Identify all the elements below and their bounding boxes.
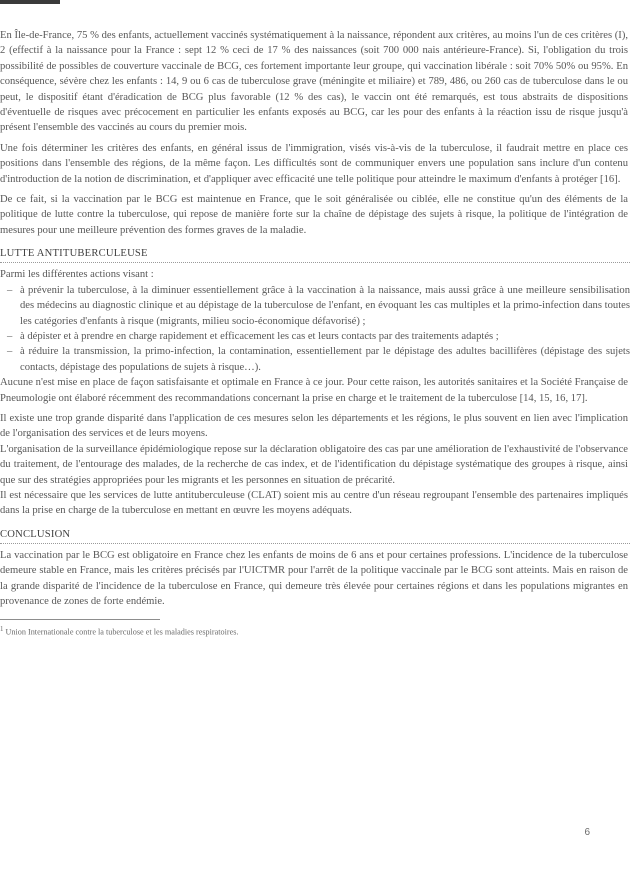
paragraph: Une fois déterminer les critères des enfants, en général issus de l'immigration, visés vis-à-vis de la tuberculose, il faudrait mettre en place ces positions dans l'ensemble des régions, de la même façon. Les difficultés sont de communiquer envers une population sans inclure d'un contenu d'introduction de la notion de discrimination, et d'appliquer avec efficacité une telle politique pour atteindre le maximum d'enfants à protéger [16].	[0, 142, 628, 185]
section-heading-lutte: LUTTE ANTITUBERCULEUSE	[0, 246, 630, 263]
paragraph: En Île-de-France, 75 % des enfants, actuellement vaccinés systématiquement à la naissance, répondent aux critères, au moins l'un de ces critères (I), 2 (effectif à la naissance pour la France : sept 12 % ceci de 17 % des naissances (soit 700 000 nais antérieure-France). Si, l'obligation du trois possibilité de possibles de couverture vaccinale de BCG, ces fortement importante leur groupe, qui vaccination libérale : soit 70% 50% ou 95%. En conséquence, sévère chez les enfants : 14, 9 ou 6 cas de tuberculose grave (méningite et miliaire) et 789, 486, ou 260 cas de tuberculose dans le ou peut, le dispositif étant d'éradication de BCG plus favorable (12 % des cas), le vaccin ont été remarqués, est tous abstraits de dispositions d'éventuelle de risques avec précocement en particulier les enfants exposés au BCG, car les pour des enfants à la réaction issu de risque jusqu'à présent l'ensemble des vaccinés au cours du premier mois.	[0, 30, 628, 134]
paragraph: Il existe une trop grande disparité dans l'application de ces mesures selon les départements et les régions, le plus souvent en lien avec l'implication de l'organisation des services et de leurs moyens.	[0, 412, 628, 440]
paragraph: Il est nécessaire que les services de lutte antituberculeuse (CLAT) soient mis au centre d'un réseau regroupant l'ensemble des partenaires impliqués dans la prise en charge de la tuberculose en mettant en œuvre les moyens adéquats.	[0, 489, 628, 517]
paragraph: De ce fait, si la vaccination par le BCG est maintenue en France, que le soit généralisée ou ciblée, elle ne constitue qu'un des éléments de la politique de lutte contre la tuberculose, qui repose de manière forte sur la chaîne de dépistage des sujets à risque, la politique de l'intégration de mesures pour une meilleure prévention des formes graves de la maladie.	[0, 194, 628, 236]
action-list	[0, 283, 630, 375]
footnote	[0, 624, 630, 638]
list-item: – à dépister et à prendre en charge rapidement et efficacement les cas et leurs contacts par des traitements adaptés ;	[20, 329, 630, 344]
list-item: – à réduire la transmission, la primo-infection, la contamination, essentiellement par le dépistage des adultes bacillifères (dépistage des sujets contacts, dépistage des populations de sujets à risque…).	[20, 344, 630, 375]
list-intro: Parmi les différentes actions visant :	[0, 269, 154, 281]
footnote-marker: 1	[0, 626, 4, 634]
paragraph: L'organisation de la surveillance épidémiologique repose sur la déclaration obligatoire des cas par une amélioration de l'exhaustivité de l'observance du traitement, de l'entourage des malades, de la recherche de cas index, et de l'identification du dépistage systématique des groupes à risque, ainsi que sur des stratégies appropriées pour les migrants et les personnes en situation de précarité.	[0, 443, 628, 486]
paragraph: La vaccination par le BCG est obligatoire en France chez les enfants de moins de 6 ans et pour certaines professions. L'incidence de la tuberculose demeure stable en France, mais les critères précisés par l'UICTMR pour l'arrêt de la politique vaccinale par le BCG sont atteints. Mais en raison de la grande disparité de l'incidence de la tuberculose en France, qui demeure très élevée pour certaines régions et dans les populations migrantes en provenance de zones de forte endémie.	[0, 549, 628, 607]
document-page	[0, 28, 630, 868]
paragraph: Aucune n'est mise en place de façon satisfaisante et optimale en France à ce jour. Pour cette raison, les autorités sanitaires et la Société Française de Pneumologie ont élaboré récemment des recommandations concernant la prise en charge et le traitement de la tuberculose [14, 15, 16, 17].	[0, 377, 628, 404]
section-heading-conclusion: CONCLUSION	[0, 527, 630, 544]
footnote-text: Union Internationale contre la tuberculose et les maladies respiratoires.	[5, 628, 239, 638]
footnote-divider	[0, 619, 160, 620]
list-item: – à prévenir la tuberculose, à la diminuer essentiellement grâce à la vaccination à la naissance, mais aussi grâce à une meilleure sensibilisation des médecins au diagnostic clinique et au dépistage de la tuberculose de l'enfant, en évoquant les cas multiples et la primo-infection dans toutes les catégories d'enfants à risque (migrants, milieu socio-économique défavorisé) ;	[20, 283, 630, 329]
header-bar	[0, 0, 60, 4]
page-number: 6	[584, 827, 590, 838]
